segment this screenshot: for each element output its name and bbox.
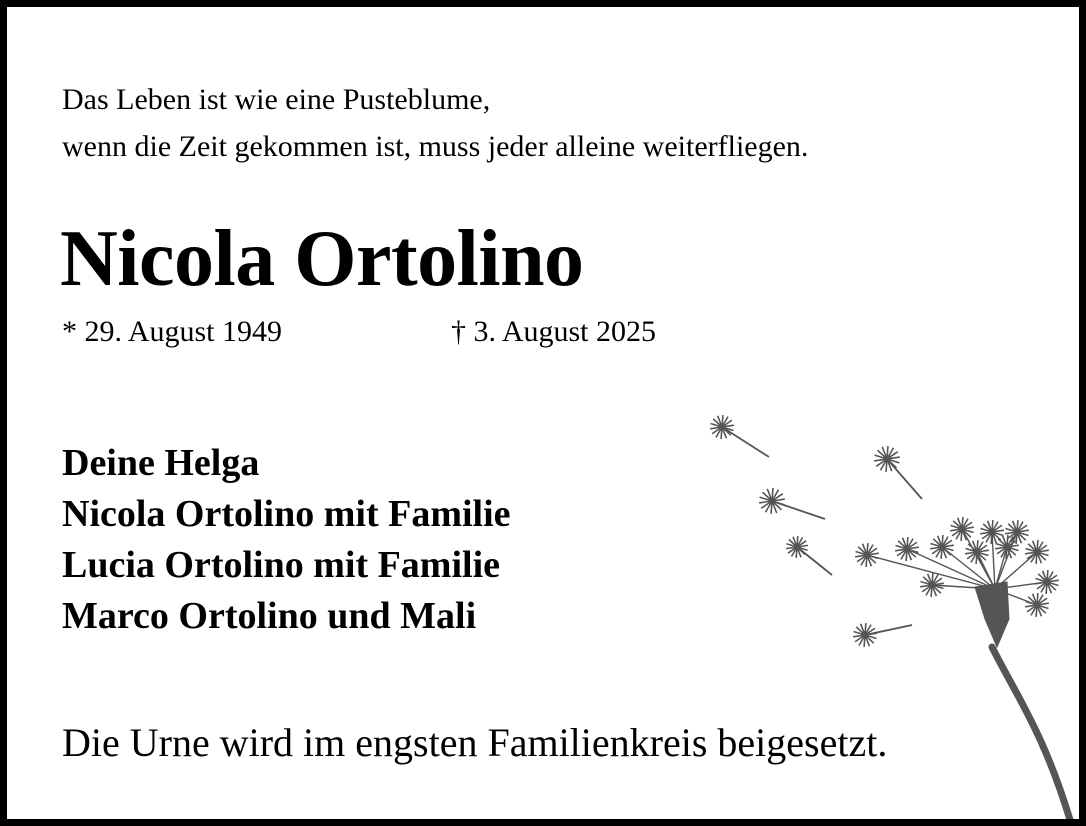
dandelion-seed-stalk (995, 547, 1007, 589)
birth-date: * 29. August 1949 (62, 315, 283, 348)
dandelion-seed-stalk (797, 547, 832, 575)
dandelion-seed-tuft (759, 488, 785, 514)
quote-line-1: Das Leben ist wie eine Pusteblume, (62, 83, 491, 116)
dandelion-seed-tuft (980, 520, 1004, 544)
quote-line-2: wenn die Zeit gekommen ist, muss jeder alleine weiterfliegen. (62, 130, 809, 163)
dandelion-seed-tuft (950, 517, 974, 541)
dandelion-seed-tuft (995, 535, 1019, 559)
dandelion-seed-stalk (977, 552, 995, 589)
mourner-item: Deine Helga (62, 442, 260, 484)
dandelion-seed-tuft (1035, 570, 1059, 594)
dandelion-seed-stalk (907, 549, 995, 589)
dandelion-seed-tuft (930, 535, 954, 559)
dandelion-seed-tuft (710, 415, 734, 439)
dandelion-seed-tuft (965, 540, 989, 564)
dandelion-seed-tuft (895, 537, 919, 561)
dandelion-seed-stalk (865, 625, 912, 635)
dandelion-seed-stalk (722, 427, 769, 457)
dandelion-seed-stalk (995, 589, 1037, 605)
dandelion-seed-tuft (920, 573, 944, 597)
mourner-item: Nicola Ortolino mit Familie (62, 493, 511, 535)
mourner-item: Lucia Ortolino mit Familie (62, 544, 501, 586)
dandelion-seed-stalk (995, 532, 1017, 589)
dandelion-seed-tuft (786, 536, 808, 558)
dandelion-seed-stalk (942, 547, 995, 589)
dandelion-seed-stalk (992, 532, 995, 589)
dandelion-seed-tuft (855, 543, 879, 567)
dandelion-seed-stalk (887, 459, 922, 499)
dandelion-seed-tuft (1005, 520, 1029, 544)
dandelion-seed-stalk (772, 501, 825, 519)
quote-text (62, 76, 808, 170)
dandelion-seed-tuft (853, 623, 877, 647)
deceased-name: Nicola Ortolino (60, 215, 584, 303)
dandelion-seed-tuft (1025, 540, 1049, 564)
death-date: † 3. August 2025 (451, 315, 657, 348)
mourners-list (62, 438, 511, 642)
dandelion-seed-tuft (1025, 593, 1049, 617)
dandelion-seed-stalk (962, 529, 995, 589)
dandelion-seed-stalk (932, 585, 995, 589)
burial-note: Die Urne wird im engsten Familienkreis beigesetzt. (62, 720, 888, 765)
dandelion-seed-stalk (995, 552, 1037, 589)
dandelion-seed-stalk (995, 582, 1047, 589)
mourner-item: Marco Ortolino und Mali (62, 595, 477, 637)
dandelion-seed-stalk (867, 555, 995, 589)
dandelion-seed-tuft (874, 446, 900, 472)
